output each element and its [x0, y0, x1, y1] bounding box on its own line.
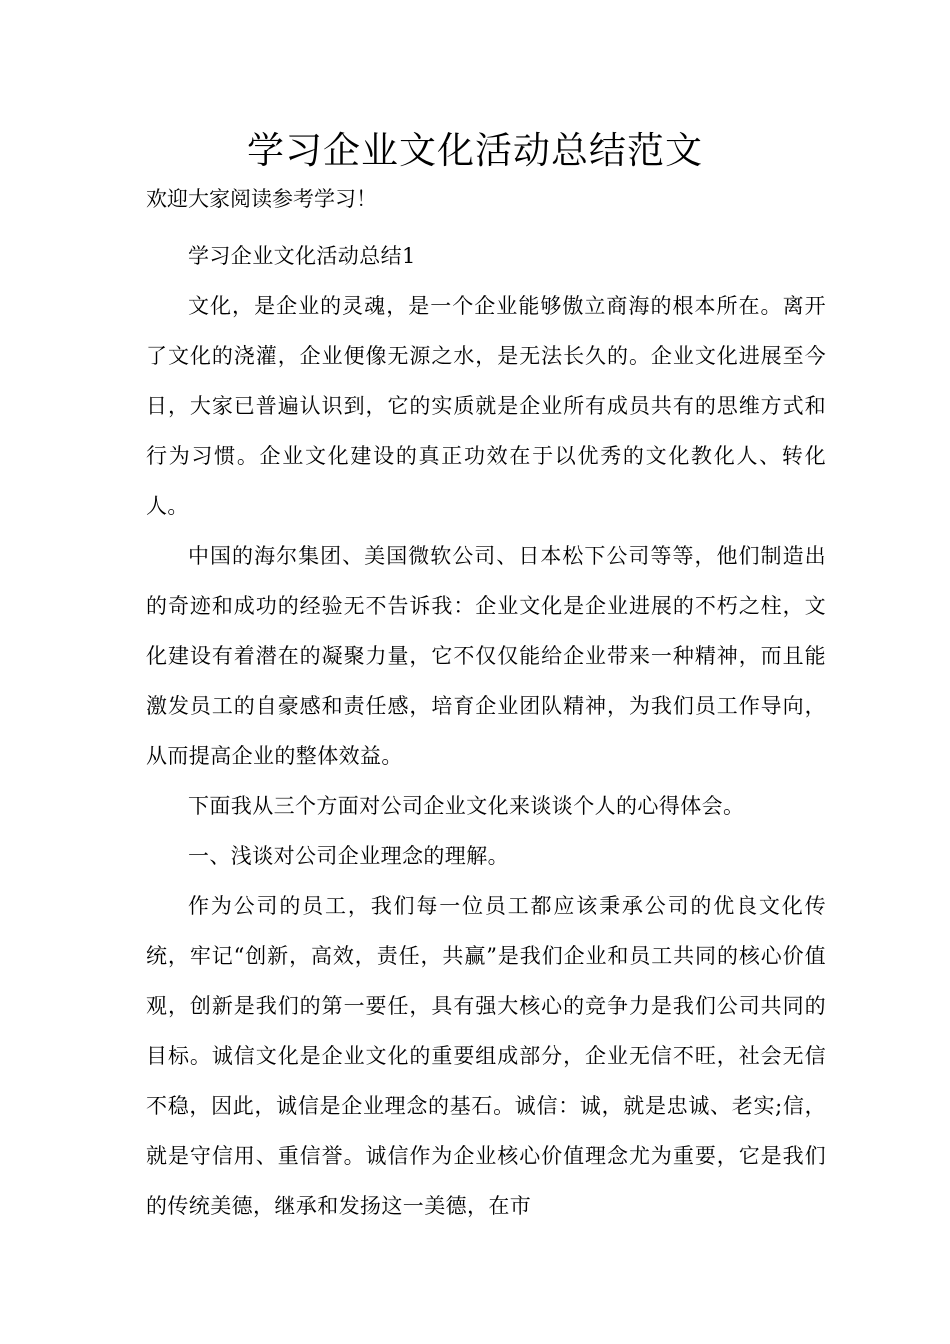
document-body — [146, 231, 826, 1231]
section-heading: 一、浅谈对公司企业理念的理解。 — [188, 844, 509, 868]
body-paragraph: 下面我从三个方面对公司企业文化来谈谈个人的心得体会。 — [188, 794, 745, 818]
document-title: 学习企业文化活动总结范文 — [247, 129, 703, 172]
body-paragraph: 中国的海尔集团、美国微软公司、日本松下公司等等，他们制造出的奇迹和成功的经验无不告诉我：企业文化是企业进展的不朽之柱，文化建设有着潜在的凝聚力量，它不仅仅能给企业带来一种精神，而且能激发员工的自豪感和责任感，培育企业团队精神，为我们员工作导向，从而提高企业的整体效益。 — [146, 544, 826, 768]
body-paragraph: 作为公司的员工，我们每一位员工都应该秉承公司的优良文化传统，牢记“创新，高效，责任，共赢”是我们企业和员工共同的核心价值观，创新是我们的第一要任，具有强大核心的竞争力是我们公司共同的目标。诚信文化是企业文化的重要组成部分，企业无信不旺，社会无信不稳，因此，诚信是企业理念的基石。诚信：诚，就是忠诚、老实;信，就是守信用、重信誉。诚信作为企业核心价值理念尤为重要，它是我们的传统美德，继承和发扬这一美德，在市 — [146, 894, 826, 1218]
section-heading: 学习企业文化活动总结1 — [188, 244, 416, 268]
intro-line: 欢迎大家阅读参考学习！ — [146, 187, 377, 211]
body-paragraph: 文化，是企业的灵魂，是一个企业能够傲立商海的根本所在。离开了文化的浇灌，企业便像无源之水，是无法长久的。企业文化进展至今日，大家已普遍认识到，它的实质就是企业所有成员共有的思维方式和行为习惯。企业文化建设的真正功效在于以优秀的文化教化人、转化人。 — [146, 294, 826, 518]
